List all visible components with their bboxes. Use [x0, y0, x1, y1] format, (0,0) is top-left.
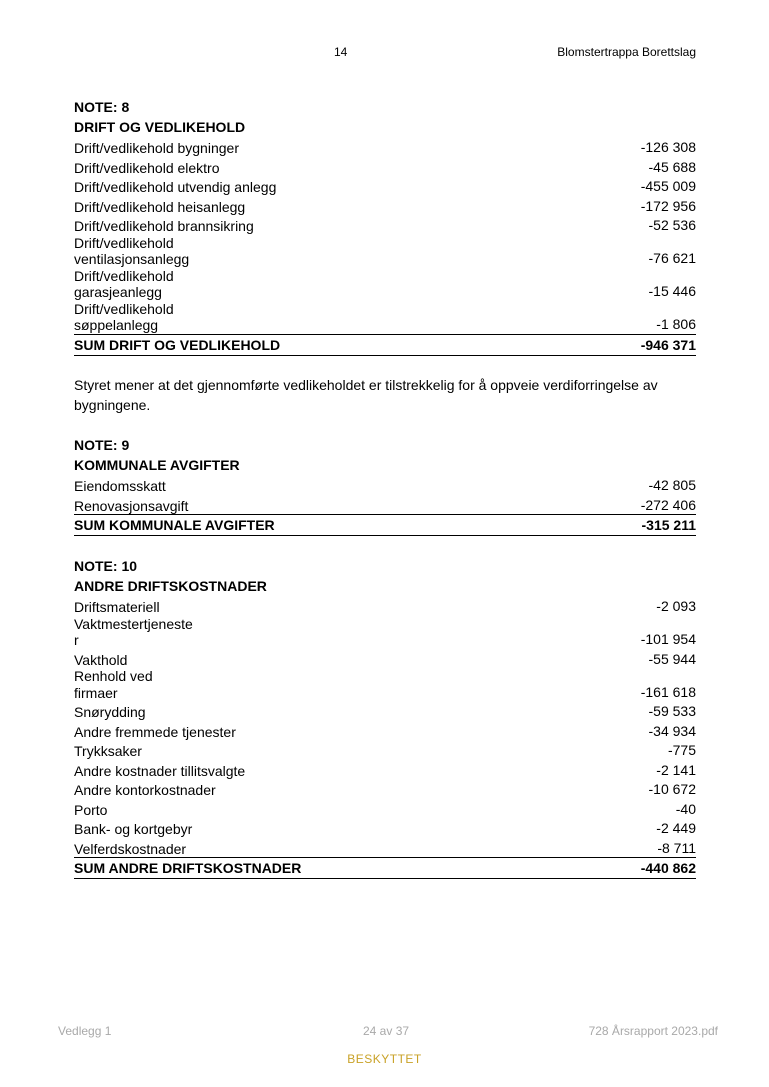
row-value: -45 688 — [648, 158, 696, 175]
row-value: -101 954 — [640, 631, 696, 647]
organization-name: Blomstertrappa Borettslag — [557, 45, 696, 59]
sum-value: -315 211 — [641, 517, 696, 533]
row-label: Renovasjonsavgift — [74, 497, 189, 514]
row-value: -34 934 — [648, 722, 696, 739]
table-row — [74, 616, 696, 649]
table-row — [74, 668, 696, 701]
note-label: NOTE: 8 — [74, 99, 130, 115]
row-label: Porto — [74, 801, 108, 818]
note-title: KOMMUNALE AVGIFTER — [74, 457, 240, 473]
note-title: ANDRE DRIFTSKOSTNADER — [74, 578, 267, 594]
row-value: -172 956 — [640, 197, 696, 214]
note-label: NOTE: 10 — [74, 558, 138, 574]
table-row — [74, 596, 696, 616]
row-label — [74, 668, 641, 701]
row-label — [74, 616, 641, 649]
row-label: Drift/vedlikehold heisanlegg — [74, 198, 246, 215]
row-value: -775 — [667, 742, 696, 758]
row-value: -76 621 — [648, 250, 696, 266]
sum-label: SUM DRIFT OG VEDLIKEHOLD — [74, 336, 281, 353]
note-9-section — [74, 435, 696, 536]
protected-stamp: BESKYTTET — [347, 1052, 422, 1066]
row-label-line-1: Renhold ved — [74, 668, 153, 684]
row-label-line-1: Drift/vedlikehold — [74, 267, 174, 284]
row-label-line-2: r — [74, 632, 79, 648]
sum-row — [74, 857, 696, 879]
table-row — [74, 196, 696, 216]
sum-row — [74, 334, 696, 356]
note-rows — [74, 596, 696, 857]
row-label — [74, 301, 656, 334]
sum-label: SUM KOMMUNALE AVGIFTER — [74, 517, 275, 533]
row-label-line-2: søppelanlegg — [74, 317, 159, 333]
row-value: -40 — [675, 800, 696, 817]
note-rows — [74, 475, 696, 514]
row-label-line-2: firmaer — [74, 684, 118, 701]
note-8-section — [74, 97, 696, 356]
footer-filename: 728 Årsrapport 2023.pdf — [588, 1024, 718, 1038]
row-value: -42 805 — [648, 477, 696, 493]
table-row — [74, 235, 696, 268]
row-value: -8 711 — [657, 839, 696, 856]
table-row — [74, 818, 696, 838]
row-value: -272 406 — [640, 496, 696, 513]
maintenance-paragraph: Styret mener at det gjennomførte vedlikeholdet er tilstrekkelig for å oppveie verdiforringelse av bygningene. — [74, 377, 658, 413]
row-label: Trykksaker — [74, 743, 142, 759]
row-value: -2 093 — [656, 598, 696, 614]
row-label-line-1: Vaktmestertjeneste — [74, 615, 193, 632]
row-label: Driftsmateriell — [74, 599, 160, 615]
note-10-section — [74, 556, 696, 879]
table-row — [74, 740, 696, 760]
note-label: NOTE: 9 — [74, 437, 130, 453]
row-label: Vakthold — [74, 651, 128, 668]
row-label: Andre kostnader tillitsvalgte — [74, 762, 246, 779]
sum-value: -440 862 — [640, 860, 696, 876]
sum-label: SUM ANDRE DRIFTSKOSTNADER — [74, 860, 302, 876]
row-label-line-1: Drift/vedlikehold — [74, 300, 174, 317]
row-label-line-1: Drift/vedlikehold — [74, 234, 174, 251]
row-label: Andre fremmede tjenester — [74, 723, 236, 740]
table-row — [74, 779, 696, 799]
row-label: Andre kontorkostnader — [74, 782, 216, 798]
table-row — [74, 701, 696, 721]
table-row — [74, 838, 696, 858]
table-row — [74, 268, 696, 301]
table-row — [74, 760, 696, 780]
note-rows — [74, 137, 696, 334]
table-row — [74, 799, 696, 819]
row-label: Drift/vedlikehold elektro — [74, 159, 220, 176]
table-row — [74, 475, 696, 495]
row-value: -15 446 — [648, 283, 696, 299]
row-value: -55 944 — [648, 650, 696, 667]
footer-page-count: 24 av 37 — [363, 1024, 410, 1038]
row-value: -161 618 — [640, 683, 696, 700]
row-value: -455 009 — [640, 178, 696, 194]
table-row — [74, 176, 696, 196]
table-row — [74, 649, 696, 669]
row-label-line-2: garasjeanlegg — [74, 284, 162, 300]
row-value: -1 806 — [656, 316, 696, 332]
row-value: -126 308 — [640, 139, 696, 155]
row-value: -52 536 — [648, 217, 696, 233]
row-label — [74, 235, 649, 268]
page-number: 14 — [334, 45, 348, 59]
table-row — [74, 301, 696, 334]
row-label: Drift/vedlikehold brannsikring — [74, 218, 254, 234]
table-row — [74, 137, 696, 157]
table-row — [74, 157, 696, 177]
row-value: -2 449 — [656, 820, 696, 836]
row-label: Drift/vedlikehold bygninger — [74, 140, 239, 156]
table-row — [74, 495, 696, 515]
table-row — [74, 215, 696, 235]
row-label-line-2: ventilasjonsanlegg — [74, 251, 190, 267]
row-label: Bank- og kortgebyr — [74, 821, 193, 837]
row-value: -10 672 — [648, 781, 696, 797]
table-row — [74, 721, 696, 741]
sum-row — [74, 514, 696, 536]
row-label: Drift/vedlikehold utvendig anlegg — [74, 179, 277, 195]
sum-value: -946 371 — [640, 336, 696, 353]
row-value: -2 141 — [656, 761, 696, 778]
note-title: DRIFT OG VEDLIKEHOLD — [74, 119, 246, 135]
row-value: -59 533 — [648, 703, 696, 719]
row-label: Snørydding — [74, 704, 146, 720]
footer-attachment: Vedlegg 1 — [58, 1024, 112, 1038]
row-label — [74, 268, 649, 301]
row-label: Velferdskostnader — [74, 840, 187, 857]
row-label: Eiendomsskatt — [74, 478, 166, 494]
